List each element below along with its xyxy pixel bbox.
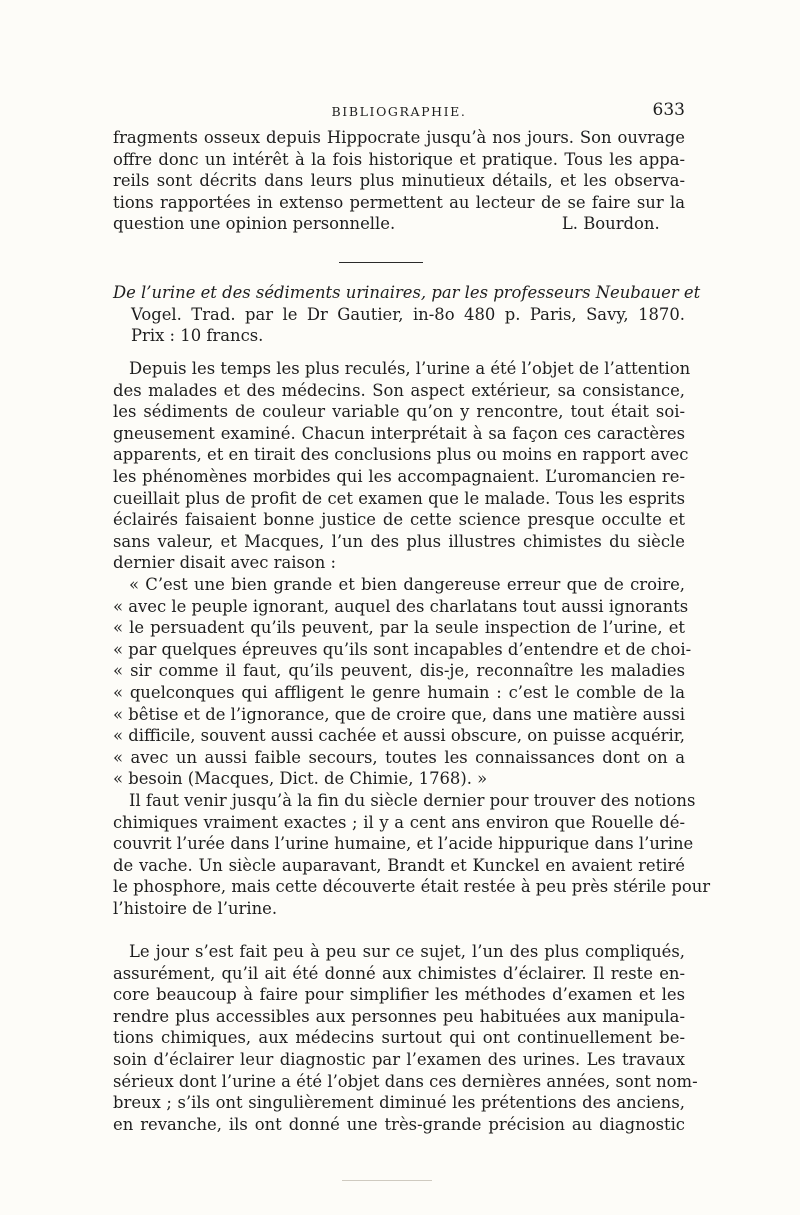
text-line: cueillait plus de profit de cet examen que le malade. Tous les esprits (113, 488, 685, 508)
text-line: dernier disait avec raison : (113, 553, 337, 573)
review-price: Prix : 10 francs. (131, 326, 264, 346)
quote-line: « besoin (Macques, Dict. de Chimie, 1768). » (113, 769, 488, 789)
text-line: Il faut venir jusqu’à la fin du siècle dernier pour trouver des notions (129, 791, 696, 810)
paragraph-3 (113, 790, 711, 920)
bottom-smudge-line (342, 1180, 432, 1181)
quote-line: « sir comme il faut, qu’ils peuvent, dis-je, reconnaître les maladies (113, 661, 685, 681)
text-line: tions rapportées in extenso permettent au lecteur de se faire sur la (113, 192, 685, 212)
text-line: tions chimiques, aux médecins surtout qui ont continuellement be- (113, 1028, 685, 1048)
section-divider (339, 262, 423, 263)
text-line: des malades et des médecins. Son aspect extérieur, sa consistance, (113, 380, 685, 400)
paragraph-1 (113, 127, 685, 235)
text-line: Le jour s’est fait peu à peu sur ce sujet, l’un des plus compliqués, (129, 942, 685, 961)
text-line: assurément, qu’il ait été donné aux chimistes d’éclairer. Il reste en- (113, 963, 685, 983)
text-line: sans valeur, et Macques, l’un des plus illustres chimistes du siècle (113, 531, 685, 551)
text-line: apparents, et en tirait des conclusions plus ou moins en rapport avec (113, 445, 689, 465)
text-line: en revanche, ils ont donné une très-grande précision au diagnostic (113, 1114, 685, 1134)
text-line: fragments osseux depuis Hippocrate jusqu’à nos jours. Son ouvrage (113, 128, 685, 147)
text-line: éclairés faisaient bonne justice de cette science presque occulte et (113, 510, 685, 530)
quote-line: « avec un aussi faible secours, toutes les connaissances dont on a (113, 747, 685, 767)
text-line: les sédiments de couleur variable qu’on y rencontre, tout était soi- (113, 402, 685, 422)
quotation (113, 574, 692, 790)
quote-line: « C’est une bien grande et bien dangereuse erreur que de croire, (129, 575, 685, 594)
text-line: gneusement examiné. Chacun interprétait à sa façon ces caractères (113, 423, 685, 443)
text-line: sérieux dont l’urine a été l’objet dans ces dernières années, sont nom- (113, 1071, 698, 1091)
text-line: couvrit l’urée dans l’urine humaine, et l’acide hippurique dans l’urine (113, 834, 694, 854)
text-line: breux ; s’ils ont singulièrement diminué les prétentions des anciens, (113, 1093, 685, 1113)
text-line: l’histoire de l’urine. (113, 898, 278, 918)
review-title-line: Vogel. Trad. par le Dr Gautier, in-8o 480 p. Paris, Savy, 1870. (131, 304, 685, 324)
running-head: BIBLIOGRAPHIE. (331, 104, 467, 119)
review-heading (113, 282, 701, 347)
paragraph-2 (113, 358, 691, 574)
quote-line: « quelconques qui affligent le genre humain : c’est le comble de la (113, 682, 685, 702)
text-line: chimiques vraiment exactes ; il y a cent ans environ que Rouelle dé- (113, 812, 685, 832)
quote-line: « difficile, souvent aussi cachée et aussi obscure, on puisse acquérir, (113, 726, 685, 746)
quote-line: « le persuadent qu’ils peuvent, par la seule inspection de l’urine, et (113, 618, 685, 638)
text-line: rendre plus accessibles aux personnes peu habituées aux manipula- (113, 1006, 685, 1026)
text-line: Depuis les temps les plus reculés, l’urine a été l’objet de l’attention (129, 359, 691, 378)
text-line: soin d’éclairer leur diagnostic par l’examen des urines. Les travaux (113, 1049, 685, 1069)
text-line: reils sont décrits dans leurs plus minutieux détails, et les observa- (113, 171, 685, 191)
quote-line: « par quelques épreuves qu’ils sont incapables d’entendre et de choi- (113, 639, 692, 659)
quote-line: « avec le peuple ignorant, auquel des charlatans tout aussi ignorants (113, 596, 689, 616)
text-line: core beaucoup à faire pour simplifier les méthodes d’examen et les (113, 985, 685, 1005)
review-title-line: De l’urine et des sédiments urinaires, par les professeurs Neubauer et (113, 283, 701, 302)
text-line: offre donc un intérêt à la fois historique et pratique. Tous les appa- (113, 149, 685, 169)
paragraph-4 (113, 941, 698, 1135)
text-line: les phénomènes morbides qui les accompagnaient. L’uromancien re- (113, 466, 685, 486)
page-number: 633 (652, 100, 685, 120)
text-line-signature: question une opinion personnelle. L. Bourdon. (113, 214, 660, 234)
text-line: le phosphore, mais cette découverte était restée à peu près stérile pour (113, 877, 711, 897)
text-line: de vache. Un siècle auparavant, Brandt et Kunckel en avaient retiré (113, 855, 685, 875)
quote-line: « bêtise et de l’ignorance, que de croire que, dans une matière aussi (113, 704, 685, 724)
page-header (113, 100, 685, 126)
